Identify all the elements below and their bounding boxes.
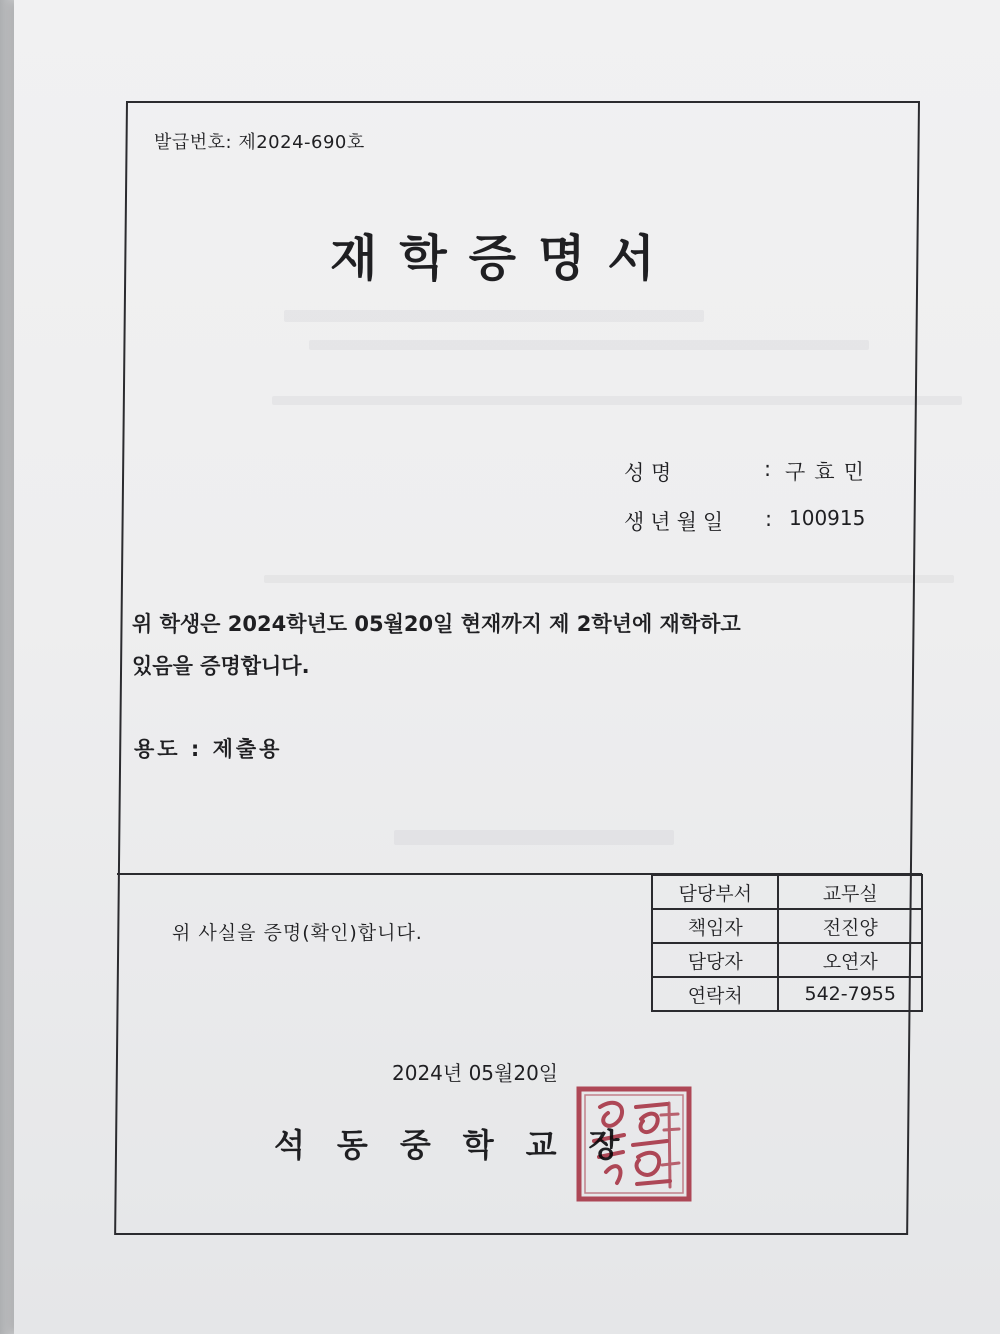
official-seal-icon bbox=[575, 1085, 693, 1203]
certificate-title: 재학증명서 bbox=[330, 230, 677, 287]
responsible-person-label: 책임자 bbox=[652, 909, 778, 943]
responsible-person-value: 전진양 bbox=[778, 909, 922, 943]
student-name-label: 성 명 bbox=[624, 461, 672, 485]
department-value: 교무실 bbox=[778, 875, 922, 909]
person-in-charge-label: 담당자 bbox=[652, 943, 778, 977]
table-row bbox=[652, 909, 922, 943]
student-name-colon: : bbox=[764, 457, 772, 481]
contact-value: 542-7955 bbox=[778, 977, 922, 1011]
issue-date: 2024년 05월20일 bbox=[392, 1061, 559, 1085]
birth-date-colon: : bbox=[765, 507, 773, 531]
issue-number: 발급번호: 제2024-690호 bbox=[154, 132, 365, 153]
school-principal-name: 석동중학교장 bbox=[274, 1126, 652, 1164]
birth-date-label: 생년월일 bbox=[624, 510, 730, 534]
person-in-charge-value: 오연자 bbox=[778, 943, 922, 977]
table-row bbox=[652, 977, 922, 1011]
birth-date: 100915 bbox=[789, 506, 866, 530]
usage-statement: 용도 : 제출용 bbox=[134, 737, 283, 761]
contact-label: 연락처 bbox=[652, 977, 778, 1011]
table-row bbox=[652, 875, 922, 909]
office-info-table bbox=[651, 874, 923, 1012]
table-row bbox=[652, 943, 922, 977]
certificate-statement: 위 학생은 2024학년도 05월20일 현재까지 제 2학년에 재학하고 있음을 증명합니다. bbox=[132, 612, 741, 678]
student-name: 구효민 bbox=[785, 460, 873, 484]
department-label: 담당부서 bbox=[652, 875, 778, 909]
confirmation-statement: 위 사실을 증명(확인)합니다. bbox=[172, 922, 423, 944]
